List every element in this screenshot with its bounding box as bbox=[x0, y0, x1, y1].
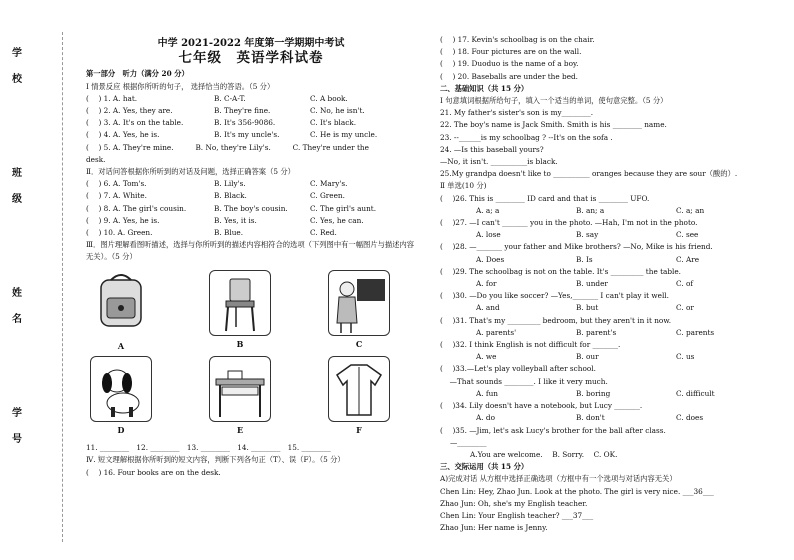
fill-question: 23. --______is my schoolbag ? --It's on the sofa . bbox=[440, 132, 613, 142]
section-heading: A)完成对话 从方框中选择正确选项（方框中有一个选项与对话内容无关） bbox=[440, 474, 677, 484]
dialog-line: Chen Lin: Your English teacher? ___37___ bbox=[440, 510, 594, 520]
picture-a bbox=[90, 270, 152, 352]
teacher-icon bbox=[329, 271, 389, 335]
picture-b bbox=[209, 270, 271, 352]
section-heading: Ⅲ．图片理解看图听描述，选择与你所听到的描述内容相符合的选项（下列图中有一幅图片与描述内容无关）。（5 分） bbox=[86, 240, 415, 262]
mc-options: A. parents' B. parent's C. parents bbox=[476, 327, 715, 337]
side-label: 校 bbox=[12, 74, 22, 85]
section-heading: Ⅳ. 短文理解根据你所听到的短文内容，判断下列各句正（T）、误（F）。（5 分） bbox=[86, 455, 345, 465]
mc-options: A. Does B. Is C. Are bbox=[476, 254, 700, 264]
mc-options: A. fun B. boring C. difficult bbox=[476, 388, 715, 398]
mc-question: ( )27. —I can't _______ you in the photo. —Hah, I'm not in the photo. bbox=[440, 218, 698, 228]
picture-row bbox=[90, 356, 390, 436]
fill-question: 24. —Is this baseball yours? bbox=[440, 144, 544, 154]
right-column bbox=[440, 34, 780, 534]
section-heading: Ⅰ 情景反应 根据你所听的句子， 选择恰当的答语。（5 分） bbox=[86, 81, 275, 91]
subject-title: 七年级 英语学科试卷 bbox=[178, 50, 324, 67]
question-row: ( ) 4. A. Yes, he is. B. It's my uncle's. C. He is my uncle. bbox=[86, 130, 378, 140]
mc-question: ( )33.—Let's play volleyball after school. bbox=[440, 364, 596, 374]
mc-question: ( )29. The schoolbag is not on the table. It's _________ the table. bbox=[440, 266, 682, 276]
mc-options: A. a; a B. an; a C. a; an bbox=[476, 205, 705, 215]
side-label: 号 bbox=[12, 434, 22, 445]
question-row: ( ) 2. A. Yes, they are. B. They're fine. C. No, he isn't. bbox=[86, 106, 365, 116]
question-row: ( ) 17. Kevin's schoolbag is on the chair. bbox=[440, 35, 595, 44]
chair-icon bbox=[210, 271, 270, 335]
question-row: ( ) 1. A. hat. B. C-A-T. C. A book. bbox=[86, 93, 348, 103]
mc-question: ( )35. —Jim, let's ask Lucy's brother for the ball after class. bbox=[440, 425, 666, 435]
question-row: ( ) 10. A. Green. B. Blue. C. Red. bbox=[86, 228, 337, 238]
picture-e bbox=[209, 356, 271, 436]
question-row: ( ) 7. A. White. B. Black. C. Green. bbox=[86, 191, 345, 201]
side-label: 班 bbox=[12, 168, 22, 179]
dialog-line: Zhao Jun: Her name is Jenny. bbox=[440, 523, 548, 533]
exam-title: 中学 2021-2022 年度第一学期期中考试 bbox=[157, 38, 345, 49]
mc-question: ( )26. This is ________ ID card and that is ________ UFO. bbox=[440, 193, 650, 203]
picture-frame bbox=[328, 270, 390, 336]
picture-label: B bbox=[236, 338, 244, 349]
side-label: 学 bbox=[12, 408, 22, 419]
question-row: ( ) 8. A. The girl's cousin. B. The boy's cousin. C. The girl's aunt. bbox=[86, 203, 377, 213]
part1-heading: 第一部分 听力（满分 20 分） bbox=[86, 69, 189, 79]
picture-label: F bbox=[356, 425, 362, 436]
section-heading: Ⅱ 单选(10 分) bbox=[440, 181, 487, 191]
question-row: ( ) 18. Four pictures are on the wall. bbox=[440, 47, 582, 57]
mc-question: ( )30. —Do you like soccer? —Yes,_______ I can't play it well. bbox=[440, 291, 669, 301]
mc-options: A.You are welcome. B. Sorry. C. OK. bbox=[470, 449, 618, 459]
mc-options: A. for B. under C. of bbox=[476, 279, 694, 289]
side-label: 级 bbox=[12, 194, 22, 205]
question-row: ( ) 20. Baseballs are under the bed. bbox=[440, 71, 579, 81]
left-column bbox=[86, 34, 416, 479]
question-row: ( ) 16. Four books are on the desk. bbox=[86, 467, 221, 477]
mc-options: A. we B. our C. us bbox=[476, 352, 695, 362]
picture-d bbox=[90, 356, 152, 436]
picture-label: A bbox=[117, 340, 125, 351]
dialog-line: Chen Lin: Hey, Zhao Jun. Look at the photo. The girl is very nice. ___36___ bbox=[440, 486, 714, 496]
question-row: ( ) 6. A. Tom's. B. Lily's. C. Mary's. bbox=[86, 179, 348, 189]
picture-label: C bbox=[355, 338, 363, 349]
fill-question: 25.My grandpa doesn't like to __________ oranges because they are sour（酸的）. bbox=[440, 169, 738, 179]
picture-frame bbox=[90, 356, 152, 422]
fill-question: —No, it isn't. __________is black. bbox=[440, 157, 558, 167]
picture-row bbox=[90, 270, 390, 352]
question-row: ( ) 3. A. It's on the table. B. It's 356-9086. C. It's black. bbox=[86, 118, 357, 128]
picture-label: E bbox=[236, 425, 244, 436]
question-row: ( ) 9. A. Yes, he is. B. Yes, it is. C. Yes, he can. bbox=[86, 215, 364, 225]
part3-heading: 三、交际运用（共 15 分） bbox=[440, 462, 529, 472]
side-label: 姓 bbox=[12, 288, 22, 299]
question-row: ( ) 5. A. They're mine. B. No, they're Lily's. C. They're under the bbox=[86, 142, 369, 152]
jacket-icon bbox=[329, 357, 389, 421]
schoolbag-icon bbox=[91, 270, 151, 334]
mc-options: A. and B. but C. or bbox=[476, 303, 694, 313]
mc-question: —That sounds ________. I like it very much. bbox=[440, 376, 608, 386]
picture-label: D bbox=[117, 425, 125, 436]
mc-question: ( )32. I think English is not difficult for _______. bbox=[440, 340, 621, 350]
section-heading: Ⅱ．对话问答根据你所听到的对话及问题，选择正确答案（5 分） bbox=[86, 167, 295, 177]
question-row-cont: desk. bbox=[86, 154, 106, 164]
answer-blanks: 11. ________ 12. ________ 13. ________ 14. ________ 15. ________ bbox=[86, 443, 331, 453]
picture-frame bbox=[209, 356, 271, 422]
fill-question: 21. My father's sister's son is my________. bbox=[440, 108, 594, 118]
mc-question: ( )28. —_______ your father and Mike brothers? —No, Mike is his friend. bbox=[440, 242, 713, 252]
picture-frame bbox=[209, 270, 271, 336]
side-label: 名 bbox=[12, 314, 22, 325]
side-label: 学 bbox=[12, 48, 22, 59]
mc-blank: —________ bbox=[450, 437, 487, 447]
mc-question: ( )34. Lily doesn't have a notebook, but Lucy _______. bbox=[440, 401, 643, 411]
picture-frame bbox=[328, 356, 390, 422]
picture-f bbox=[328, 356, 390, 436]
dog-icon bbox=[91, 357, 151, 421]
mc-question: ( )31. That's my _________ bedroom, but they aren't in it now. bbox=[440, 315, 672, 325]
part2-heading: 二、基础知识（共 15 分） bbox=[440, 83, 529, 93]
question-row: ( ) 19. Duoduo is the name of a boy. bbox=[440, 59, 579, 69]
picture-c bbox=[328, 270, 390, 352]
mc-options: A. lose B. say C. see bbox=[476, 230, 699, 240]
fill-question: 22. The boy's name is Jack Smith. Smith is his ________ name. bbox=[440, 120, 667, 130]
desk-icon bbox=[210, 357, 270, 421]
binding-line bbox=[62, 32, 63, 542]
dialog-line: Zhao Jun: Oh, she's my English teacher. bbox=[440, 498, 588, 508]
mc-options: A. do B. don't C. does bbox=[476, 413, 704, 423]
section-heading: Ⅰ 句意填词根据所给句子，填入一个适当的单词，使句意完整。（5 分） bbox=[440, 96, 668, 106]
